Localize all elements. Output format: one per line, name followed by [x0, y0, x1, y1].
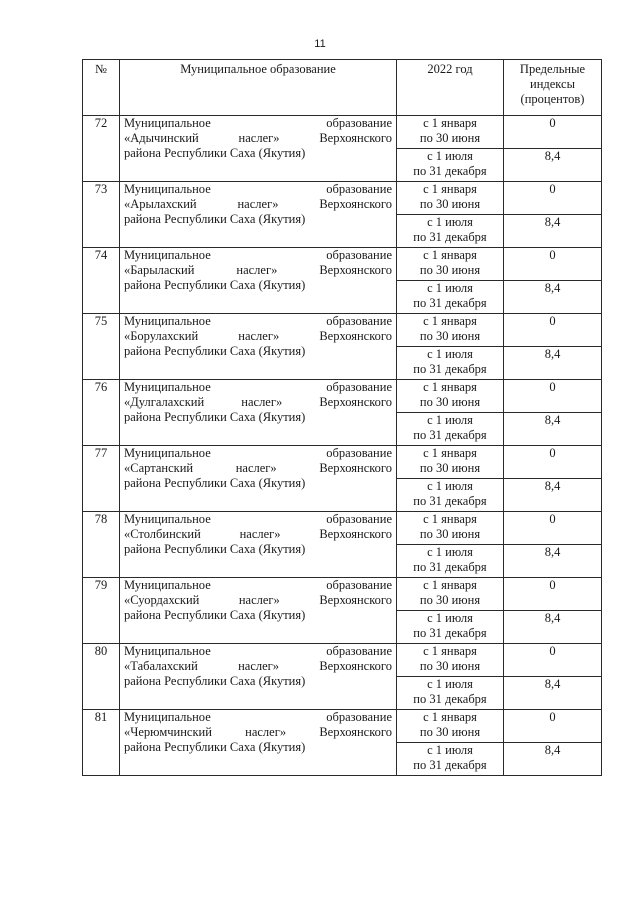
municipality-line: Муниципальное образование [124, 380, 392, 394]
table-row [83, 446, 602, 479]
period-second-half [397, 611, 504, 644]
municipality-line: Муниципальное образование [124, 512, 392, 526]
municipality-line: «Табалахский наслег» Верхоянского [124, 659, 392, 673]
period-line: с 1 июля [427, 149, 473, 163]
municipality-line: района Республики Саха (Якутия) [124, 740, 306, 754]
row-number: 76 [83, 380, 120, 446]
period-line: по 31 декабря [413, 758, 487, 772]
period-line: с 1 января [423, 710, 477, 724]
municipality-line: района Республики Саха (Якутия) [124, 278, 306, 292]
table-row [83, 380, 602, 413]
period-line: по 30 июня [419, 329, 481, 343]
index-first-half: 0 [504, 116, 602, 149]
table-row [83, 248, 602, 281]
table-header-row [83, 60, 602, 116]
municipality-line: «Арылахский наслег» Верхоянского [124, 197, 392, 211]
period-second-half [397, 479, 504, 512]
period-line: с 1 июля [427, 611, 473, 625]
period-line: с 1 января [423, 182, 477, 196]
index-first-half: 0 [504, 182, 602, 215]
municipality-line: района Республики Саха (Якутия) [124, 608, 306, 622]
period-line: с 1 июля [427, 677, 473, 691]
period-line: по 30 июня [419, 527, 481, 541]
period-first-half [397, 578, 504, 611]
period-first-half [397, 248, 504, 281]
table-row [83, 710, 602, 743]
period-line: по 30 июня [419, 395, 481, 409]
municipality-name [120, 512, 397, 578]
row-number: 81 [83, 710, 120, 776]
index-first-half: 0 [504, 644, 602, 677]
row-number: 73 [83, 182, 120, 248]
period-line: с 1 января [423, 446, 477, 460]
municipality-line: Муниципальное образование [124, 248, 392, 262]
municipality-name [120, 644, 397, 710]
municipality-name [120, 182, 397, 248]
period-line: с 1 июля [427, 215, 473, 229]
municipality-name [120, 446, 397, 512]
index-second-half: 8,4 [504, 413, 602, 446]
period-line: по 30 июня [419, 593, 481, 607]
index-second-half: 8,4 [504, 215, 602, 248]
period-first-half [397, 512, 504, 545]
period-line: по 30 июня [419, 263, 481, 277]
row-number: 74 [83, 248, 120, 314]
index-second-half: 8,4 [504, 149, 602, 182]
index-first-half: 0 [504, 446, 602, 479]
period-second-half [397, 215, 504, 248]
period-first-half [397, 314, 504, 347]
index-second-half: 8,4 [504, 281, 602, 314]
municipality-line: Муниципальное образование [124, 578, 392, 592]
period-line: по 30 июня [419, 461, 481, 475]
page-number: 11 [314, 38, 326, 50]
period-line: по 31 декабря [413, 626, 487, 640]
header-period: 2022 год [397, 60, 504, 116]
period-line: по 31 декабря [413, 494, 487, 508]
period-line: с 1 января [423, 314, 477, 328]
index-second-half: 8,4 [504, 347, 602, 380]
municipality-line: Муниципальное образование [124, 710, 392, 724]
period-line: по 31 декабря [413, 362, 487, 376]
table-row [83, 182, 602, 215]
period-line: по 31 декабря [413, 428, 487, 442]
period-second-half [397, 545, 504, 578]
table-row [83, 116, 602, 149]
municipality-name [120, 314, 397, 380]
period-line: с 1 января [423, 116, 477, 130]
municipality-line: Муниципальное образование [124, 182, 392, 196]
period-line: по 31 декабря [413, 164, 487, 178]
period-first-half [397, 182, 504, 215]
municipality-name [120, 710, 397, 776]
period-line: с 1 января [423, 512, 477, 526]
municipality-line: района Республики Саха (Якутия) [124, 344, 306, 358]
municipality-line: «Адычинский наслег» Верхоянского [124, 131, 392, 145]
municipality-name [120, 116, 397, 182]
municipality-line: района Республики Саха (Якутия) [124, 542, 306, 556]
period-line: с 1 июля [427, 743, 473, 757]
municipality-line: района Республики Саха (Якутия) [124, 212, 306, 226]
period-line: с 1 июля [427, 479, 473, 493]
period-line: с 1 июля [427, 545, 473, 559]
row-number: 77 [83, 446, 120, 512]
period-line: по 31 декабря [413, 230, 487, 244]
municipality-name [120, 248, 397, 314]
period-first-half [397, 116, 504, 149]
period-line: с 1 июля [427, 347, 473, 361]
row-number: 72 [83, 116, 120, 182]
table-row [83, 644, 602, 677]
municipality-line: «Барылаский наслег» Верхоянского [124, 263, 392, 277]
index-first-half: 0 [504, 248, 602, 281]
municipality-line: «Дулгалахский наслег» Верхоянского [124, 395, 392, 409]
period-second-half [397, 347, 504, 380]
period-second-half [397, 413, 504, 446]
municipality-name [120, 380, 397, 446]
period-second-half [397, 149, 504, 182]
period-first-half [397, 446, 504, 479]
row-number: 78 [83, 512, 120, 578]
index-second-half: 8,4 [504, 479, 602, 512]
municipality-line: «Борулахский наслег» Верхоянского [124, 329, 392, 343]
index-first-half: 0 [504, 512, 602, 545]
table-body [83, 116, 602, 776]
header-municipality: Муниципальное образование [120, 60, 397, 116]
index-second-half: 8,4 [504, 743, 602, 776]
row-number: 79 [83, 578, 120, 644]
period-first-half [397, 644, 504, 677]
period-line: по 30 июня [419, 725, 481, 739]
index-second-half: 8,4 [504, 611, 602, 644]
municipality-line: района Республики Саха (Якутия) [124, 674, 306, 688]
row-number: 80 [83, 644, 120, 710]
index-second-half: 8,4 [504, 545, 602, 578]
period-second-half [397, 281, 504, 314]
period-line: по 31 декабря [413, 560, 487, 574]
municipality-line: района Республики Саха (Якутия) [124, 476, 306, 490]
period-line: по 31 декабря [413, 692, 487, 706]
table-row [83, 314, 602, 347]
table-row [83, 578, 602, 611]
period-second-half [397, 743, 504, 776]
period-line: с 1 января [423, 644, 477, 658]
period-line: с 1 июля [427, 281, 473, 295]
header-num: № [83, 60, 120, 116]
period-line: с 1 января [423, 248, 477, 262]
period-line: по 31 декабря [413, 296, 487, 310]
municipality-line: «Суордахский наслег» Верхоянского [124, 593, 392, 607]
municipality-name [120, 578, 397, 644]
period-first-half [397, 380, 504, 413]
municipality-line: района Республики Саха (Якутия) [124, 146, 306, 160]
municipality-line: «Столбинский наслег» Верхоянского [124, 527, 392, 541]
period-line: по 30 июня [419, 131, 481, 145]
period-line: с 1 января [423, 578, 477, 592]
period-line: по 30 июня [419, 197, 481, 211]
municipality-line: «Черюмчинский наслег» Верхоянского [124, 725, 392, 739]
municipality-line: Муниципальное образование [124, 116, 392, 130]
table-row [83, 512, 602, 545]
period-line: с 1 января [423, 380, 477, 394]
period-line: по 30 июня [419, 659, 481, 673]
index-first-half: 0 [504, 710, 602, 743]
municipality-line: «Сартанский наслег» Верхоянского [124, 461, 392, 475]
municipality-line: Муниципальное образование [124, 446, 392, 460]
index-first-half: 0 [504, 578, 602, 611]
municipality-line: района Республики Саха (Якутия) [124, 410, 306, 424]
index-first-half: 0 [504, 380, 602, 413]
header-index: Предельные индексы (процентов) [504, 60, 602, 116]
row-number: 75 [83, 314, 120, 380]
period-second-half [397, 677, 504, 710]
period-line: с 1 июля [427, 413, 473, 427]
index-second-half: 8,4 [504, 677, 602, 710]
index-first-half: 0 [504, 314, 602, 347]
municipality-line: Муниципальное образование [124, 314, 392, 328]
period-first-half [397, 710, 504, 743]
municipality-line: Муниципальное образование [124, 644, 392, 658]
tariff-index-table [82, 59, 602, 776]
